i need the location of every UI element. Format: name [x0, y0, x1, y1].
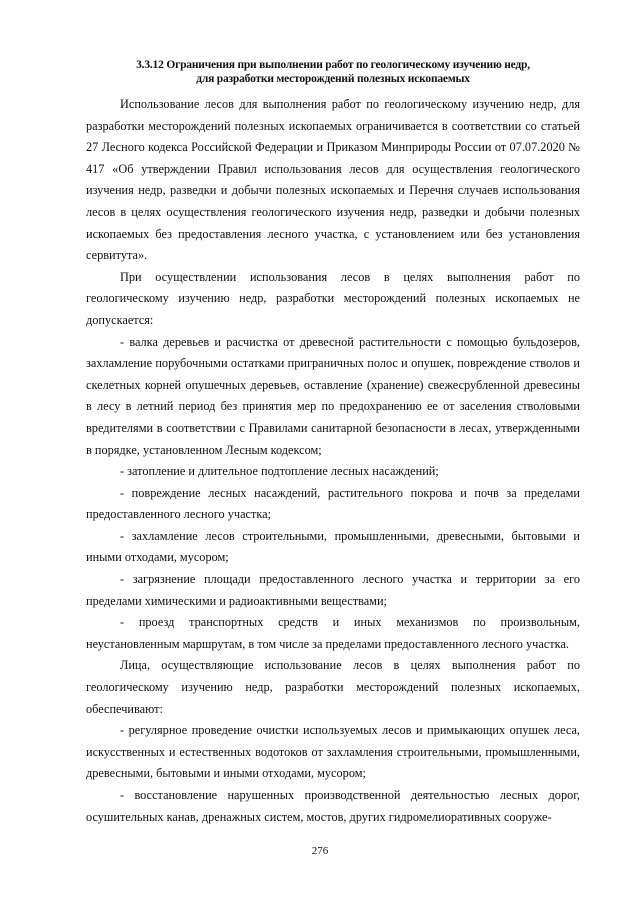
- list-item-flooding: - затопление и длительное подтопление лесных насаждений;: [120, 464, 439, 479]
- page-number: 276: [311, 845, 329, 857]
- list-item-felling: - валка деревьев и расчистка от древесной растительности с помощью бульдозеров, захламление порубочными остатками приграничных полос и опушек, повреждение стволов и скелетных корней опушечных деревьев, оставление (хранение) свежесрубленной древесины в лесу в летний период без принятия мер по предохранению ее от заселения стволовыми вредителями в соответствии с Правилами санитарной безопасности в лесах, утвержденными в порядке, установленном Лесным кодексом;: [86, 334, 580, 457]
- paragraph-prohibited-intro: При осуществлении использования лесов в целях выполнения работ по геологическому изучению недр, разработки месторождений полезных ископаемых не допускается:: [86, 269, 580, 327]
- list-item-damage: - повреждение лесных насаждений, растительного покрова и почв за пределами предоставленного лесного участка;: [86, 485, 580, 522]
- section-heading-line-1: 3.3.12 Ограничения при выполнении работ по геологическому изучению недр,: [136, 59, 530, 71]
- document-page: [86, 58, 580, 828]
- section-heading-line-2: для разработки месторождений полезных ископаемых: [196, 73, 470, 85]
- list-item-littering: - захламление лесов строительными, промышленными, древесными, бытовыми и иными отходами, мусором;: [86, 528, 580, 565]
- list-item-restoration: - восстановление нарушенных производственной деятельностью лесных дорог, осушительных канав, дренажных систем, мостов, других гидромелиоративных сооруже-: [86, 788, 580, 824]
- paragraph-obligations-intro: Лица, осуществляющие использование лесов в целях выполнения работ по геологическому изучению недр, разработки месторождений полезных ископаемых, обеспечивают:: [86, 658, 580, 716]
- list-item-cleaning: - регулярное проведение очистки используемых лесов и примыкающих опушек леса, искусственных и естественных водотоков от захламления строительными, промышленными, древесными, бытовыми и иными отходами, мусором;: [86, 723, 580, 781]
- list-item-pollution: - загрязнение площади предоставленного лесного участка и территории за его пределами химическими и радиоактивными веществами;: [86, 572, 580, 608]
- list-item-vehicles: - проезд транспортных средств и иных механизмов по произвольным, неустановленным маршрутам, в том числе за пределами предоставленного лесного участка.: [86, 615, 580, 651]
- paragraph-intro: Использование лесов для выполнения работ по геологическому изучению недр, для разработки месторождений полезных ископаемых ограничивается в соответствии со статьей 27 Лесного кодекса Российской Федерации и Приказом Минприроды России от 07.07.2020 № 417 «Об утверждении Правил использования лесов для осуществления геологического изучения недр, разведки и добычи полезных ископаемых и Перечня случаев использования лесов в целях осуществления геологического изучения недр, разведки и добычи полезных ископаемых без предоставления лесного участка, с установлением или без установления сервитута».: [86, 97, 580, 263]
- section-heading: [86, 58, 580, 86]
